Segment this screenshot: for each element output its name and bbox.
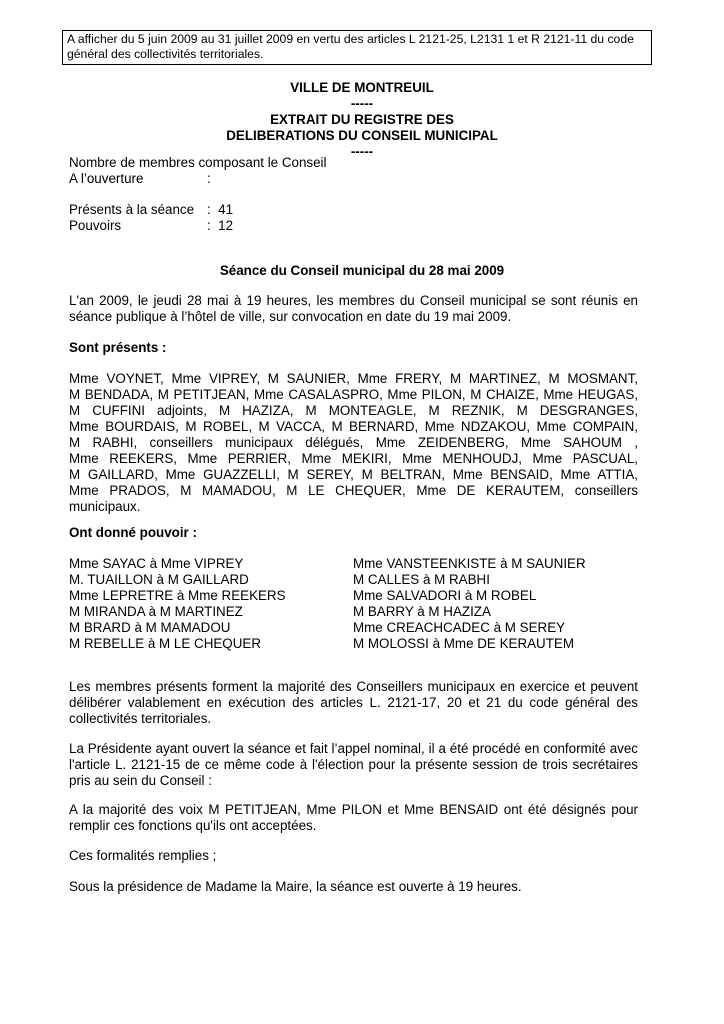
proxy-entry: Mme VANSTEENKISTE à M SAUNIER bbox=[353, 556, 586, 571]
opening-label: A l’ouverture bbox=[69, 171, 144, 186]
proxy-entry: M BARRY à M HAZIZA bbox=[353, 604, 491, 619]
present-line: Mme PRADOS, M MAMADOU, M LE CHEQUER, Mme DE KERAUTEM, conseillers bbox=[69, 483, 638, 498]
opening-paragraph: Sous la présidence de Madame la Maire, la séance est ouverte à 19 heures. bbox=[69, 879, 522, 894]
posting-notice: A afficher du 5 juin 2009 au 31 juillet 2009 en vertu des articles L 2121-25, L2131 1 et R 2121-11 du code général des collectivités territoriales. bbox=[62, 30, 652, 65]
present-list bbox=[69, 371, 638, 515]
proxies-right-column bbox=[353, 556, 586, 652]
proxy-entry: M CALLES à M RABHI bbox=[353, 572, 490, 587]
present-heading: Sont présents : bbox=[69, 340, 167, 355]
majority-paragraph: Les membres présents forment la majorité des Conseillers municipaux en exercice et peuvent délibérer valablement en exécution des articles L. 2121-17, 20 et 21 du code général des collectivités territoriales. bbox=[69, 679, 638, 726]
present-line: M BENDADA, M PETITJEAN, Mme CASALASPRO, Mme PILON, M CHAIZE, Mme HEUGAS, bbox=[69, 387, 638, 402]
proxies-left-column bbox=[69, 556, 286, 652]
proxies-label: Pouvoirs bbox=[69, 218, 122, 233]
present-line: M GAILLARD, Mme GUAZZELLI, M SEREY, M BELTRAN, Mme BENSAID, Mme ATTIA, bbox=[69, 467, 638, 482]
president-paragraph: La Présidente ayant ouvert la séance et fait l’appel nominal, il a été procédé en conformité avec l'article L. 2121-15 de ce même code à l'élection pour la présente session de trois secrétaires pris au sein du Conseil : bbox=[69, 741, 638, 788]
session-title: Séance du Conseil municipal du 28 mai 2009 bbox=[219, 263, 505, 278]
proxy-entry: M REBELLE à M LE CHEQUER bbox=[69, 636, 261, 651]
present-line: municipaux. bbox=[69, 499, 141, 514]
proxy-entry: Mme SAYAC à Mme VIPREY bbox=[69, 556, 244, 571]
present-line: M RABHI, conseillers municipaux délégués, Mme ZEIDENBERG, Mme SAHOUM , bbox=[69, 435, 638, 450]
document-header bbox=[0, 80, 724, 160]
proxies-value: : 12 bbox=[207, 218, 234, 233]
city-name: VILLE DE MONTREUIL bbox=[290, 80, 434, 95]
proxy-entry: M. TUAILLON à M GAILLARD bbox=[69, 572, 249, 587]
present-line: Mme BOURDAIS, M ROBEL, M VACCA, M BERNARD, Mme NDZAKOU, Mme COMPAIN, bbox=[69, 419, 638, 434]
header-title-line1: EXTRAIT DU REGISTRE DES bbox=[270, 112, 454, 127]
proxy-entry: Mme SALVADORI à M ROBEL bbox=[353, 588, 537, 603]
members-label: Nombre de membres composant le Conseil bbox=[69, 155, 327, 170]
proxy-entry: M BRARD à M MAMADOU bbox=[69, 620, 231, 635]
intro-paragraph: L'an 2009, le jeudi 28 mai à 19 heures, les membres du Conseil municipal se sont réunis en séance publique à l’hôtel de ville, sur convocation en date du 19 mai 2009. bbox=[69, 293, 638, 324]
proxy-entry: Mme CREACHCADEC à M SEREY bbox=[353, 620, 566, 635]
present-line: M CUFFINI adjoints, M HAZIZA, M MONTEAGLE, M REZNIK, M DESGRANGES, bbox=[69, 403, 638, 418]
proxy-heading: Ont donné pouvoir : bbox=[69, 525, 197, 540]
formalities-paragraph: Ces formalités remplies ; bbox=[69, 848, 217, 863]
opening-value: : bbox=[207, 171, 211, 186]
header-title-line2: DELIBERATIONS DU CONSEIL MUNICIPAL bbox=[226, 128, 498, 143]
proxy-entry: M MOLOSSI à Mme DE KERAUTEM bbox=[353, 636, 574, 651]
secretaries-paragraph: A la majorité des voix M PETITJEAN, Mme PILON et Mme BENSAID ont été désignés pour remplir ces fonctions qu'ils ont acceptées. bbox=[69, 802, 638, 833]
proxy-entry: Mme LEPRETRE à Mme REEKERS bbox=[69, 588, 286, 603]
present-label: Présents à la séance bbox=[69, 202, 195, 217]
present-line: Mme VOYNET, Mme VIPREY, M SAUNIER, Mme FRERY, M MARTINEZ, M MOSMANT, bbox=[69, 371, 638, 386]
header-separator: ----- bbox=[350, 144, 374, 159]
present-line: Mme REEKERS, Mme PERRIER, Mme MEKIRI, Mme MENHOUDJ, Mme PASCUAL, bbox=[69, 451, 638, 466]
proxy-entry: M MIRANDA à M MARTINEZ bbox=[69, 604, 243, 619]
header-separator: ----- bbox=[350, 96, 374, 111]
present-value: : 41 bbox=[207, 202, 234, 217]
